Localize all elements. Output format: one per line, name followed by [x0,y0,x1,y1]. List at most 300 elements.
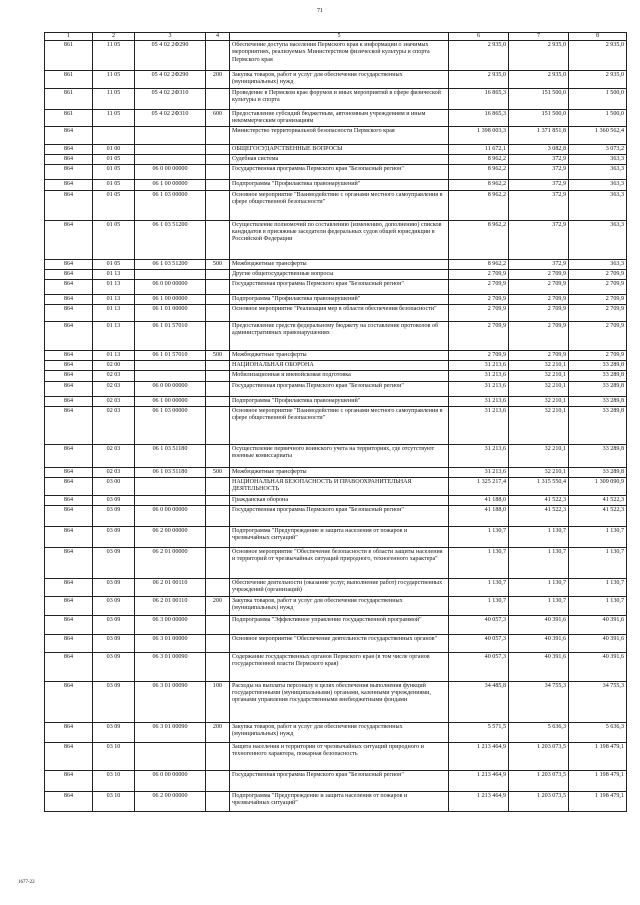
cell-expense-type [206,381,230,396]
cell-target-article: 06 1 03 00000 [135,190,206,220]
cell-amount-col6: 31 213,6 [449,371,509,381]
cell-amount-col7: 151 500,0 [509,109,569,126]
cell-amount-col8: 363,3 [569,190,627,220]
cell-amount-col8: 40 391,6 [569,615,627,634]
cell-section-code: 01 13 [93,279,135,294]
cell-amount-col6: 1 213 464,9 [449,742,509,770]
cell-section-code: 02 03 [93,444,135,467]
cell-section-code: 11 05 [93,71,135,88]
cell-ministry-code: 864 [45,579,93,596]
cell-ministry-code: 864 [45,467,93,477]
cell-description: Содержание государственных органов Пермского края (в том числе органов государственной власти Пермского края) [230,652,449,681]
cell-expense-type: 100 [206,681,230,722]
cell-ministry-code: 864 [45,770,93,791]
cell-expense-type: 500 [206,467,230,477]
cell-ministry-code: 864 [45,259,93,269]
cell-amount-col6: 2 709,9 [449,279,509,294]
cell-expense-type [206,371,230,381]
table-row [45,71,627,88]
cell-expense-type [206,548,230,579]
cell-target-article: 06 2 00 00000 [135,527,206,548]
cell-amount-col7: 372,9 [509,220,569,259]
cell-amount-col8: 363,3 [569,155,627,165]
cell-section-code: 11 05 [93,109,135,126]
budget-table [44,32,627,812]
column-header: 1 [45,33,93,41]
table-row [45,548,627,579]
cell-expense-type [206,126,230,144]
cell-section-code: 01 05 [93,155,135,165]
table-row [45,220,627,259]
cell-ministry-code: 864 [45,165,93,180]
table-row [45,322,627,351]
cell-amount-col8: 1 500,0 [569,88,627,109]
cell-amount-col7: 32 210,1 [509,467,569,477]
cell-description: Министерство территориальной безопасности Пермского края [230,126,449,144]
cell-section-code: 01 05 [93,259,135,269]
cell-amount-col6: 1 130,7 [449,579,509,596]
cell-target-article: 06 3 01 00090 [135,681,206,722]
column-header: 6 [449,33,509,41]
cell-section-code: 03 09 [93,548,135,579]
table-row [45,406,627,444]
cell-ministry-code: 864 [45,722,93,742]
cell-section-code: 02 03 [93,467,135,477]
cell-amount-col6: 8 962,2 [449,165,509,180]
cell-section-code: 11 05 [93,41,135,71]
table-row [45,681,627,722]
cell-target-article: 06 1 01 57010 [135,322,206,351]
cell-target-article: 06 3 01 00000 [135,634,206,652]
cell-target-article: 06 1 00 00000 [135,180,206,190]
cell-target-article [135,269,206,279]
cell-amount-col7: 1 130,7 [509,596,569,615]
cell-amount-col8: 1 309 090,9 [569,478,627,496]
cell-amount-col7: 32 210,1 [509,396,569,406]
table-row [45,180,627,190]
cell-amount-col7: 32 210,1 [509,361,569,371]
cell-amount-col7: 372,9 [509,190,569,220]
cell-amount-col6: 40 057,3 [449,615,509,634]
cell-amount-col6: 8 962,2 [449,259,509,269]
table-row [45,259,627,269]
cell-target-article: 06 1 00 00000 [135,396,206,406]
cell-target-article: 05 4 02 2Ф310 [135,88,206,109]
table-row [45,190,627,220]
cell-ministry-code: 864 [45,279,93,294]
cell-ministry-code: 864 [45,305,93,322]
cell-ministry-code: 864 [45,220,93,259]
cell-section-code: 03 09 [93,527,135,548]
cell-amount-col6: 2 709,9 [449,305,509,322]
cell-expense-type [206,180,230,190]
column-header: 3 [135,33,206,41]
cell-target-article [135,742,206,770]
cell-amount-col8: 2 709,9 [569,351,627,361]
cell-ministry-code: 864 [45,496,93,506]
cell-section-code [93,126,135,144]
cell-section-code: 03 10 [93,791,135,811]
cell-expense-type [206,791,230,811]
cell-ministry-code: 864 [45,155,93,165]
table-row [45,478,627,496]
cell-section-code: 03 10 [93,742,135,770]
cell-amount-col8: 1 130,7 [569,548,627,579]
table-row [45,742,627,770]
cell-amount-col6: 2 709,9 [449,269,509,279]
cell-section-code: 02 00 [93,361,135,371]
column-header: 4 [206,33,230,41]
cell-description: Судебная система [230,155,449,165]
cell-amount-col6: 41 188,0 [449,496,509,506]
cell-amount-col8: 2 709,9 [569,305,627,322]
cell-ministry-code: 864 [45,444,93,467]
cell-amount-col6: 31 213,6 [449,444,509,467]
cell-amount-col8: 33 289,8 [569,381,627,396]
cell-section-code: 03 09 [93,496,135,506]
cell-amount-col8: 41 522,3 [569,496,627,506]
cell-amount-col6: 1 130,7 [449,548,509,579]
cell-amount-col6: 1 325 217,4 [449,478,509,496]
cell-amount-col6: 31 213,6 [449,406,509,444]
cell-expense-type [206,361,230,371]
table-row [45,279,627,294]
cell-amount-col7: 2 709,9 [509,294,569,304]
column-header: 8 [569,33,627,41]
cell-description: Осуществление полномочий по составлению (изменению, дополнению) списков кандидатов в присяжные заседатели федеральных судов общей юрисдикции в Российской Федерации [230,220,449,259]
cell-target-article: 06 0 00 00000 [135,381,206,396]
cell-expense-type: 500 [206,259,230,269]
cell-amount-col6: 41 188,0 [449,506,509,527]
cell-amount-col7: 32 210,1 [509,406,569,444]
cell-description: Межбюджетные трансферты [230,351,449,361]
cell-description: Подпрограмма "Предупреждение и защита населения от пожаров и чрезвычайных ситуаций" [230,791,449,811]
cell-amount-col8: 1 198 479,1 [569,742,627,770]
cell-description: Подпрограмма "Профилактика правонарушений" [230,294,449,304]
table-row [45,770,627,791]
cell-amount-col7: 372,9 [509,155,569,165]
table-row [45,615,627,634]
cell-amount-col6: 5 571,5 [449,722,509,742]
cell-amount-col6: 1 213 464,9 [449,770,509,791]
cell-expense-type [206,165,230,180]
page-number: 71 [317,8,323,14]
cell-target-article: 06 2 00 00000 [135,791,206,811]
cell-ministry-code: 864 [45,406,93,444]
cell-expense-type [206,269,230,279]
cell-amount-col7: 41 522,3 [509,506,569,527]
cell-amount-col6: 8 962,2 [449,190,509,220]
cell-target-article: 06 3 00 00000 [135,615,206,634]
cell-ministry-code: 864 [45,596,93,615]
cell-description: Основное мероприятие "Взаимодействие с органами местного самоуправления в сфере общественной безопасности" [230,190,449,220]
cell-section-code: 03 09 [93,596,135,615]
cell-amount-col7: 34 755,3 [509,681,569,722]
cell-amount-col8: 363,3 [569,220,627,259]
table-row [45,88,627,109]
cell-target-article: 05 4 02 2Ф290 [135,41,206,71]
cell-description: Предоставление субсидий бюджетным, автономным учреждениям и иным некоммерческим организациям [230,109,449,126]
table-row [45,381,627,396]
cell-amount-col7: 2 709,9 [509,351,569,361]
cell-amount-col8: 1 360 562,4 [569,126,627,144]
cell-amount-col8: 363,3 [569,180,627,190]
cell-target-article: 06 1 01 00000 [135,305,206,322]
cell-amount-col7: 1 130,7 [509,527,569,548]
cell-amount-col7: 40 391,6 [509,615,569,634]
cell-expense-type [206,41,230,71]
cell-expense-type: 200 [206,722,230,742]
cell-description: ОБЩЕГОСУДАРСТВЕННЫЕ ВОПРОСЫ [230,144,449,154]
table-row [45,126,627,144]
cell-amount-col8: 1 130,7 [569,527,627,548]
table-row [45,527,627,548]
table-row [45,496,627,506]
cell-description: Основное мероприятие "Реализация мер в области обеспечения безопасности" [230,305,449,322]
cell-expense-type [206,615,230,634]
cell-amount-col7: 1 371 851,8 [509,126,569,144]
cell-amount-col8: 33 289,8 [569,396,627,406]
cell-target-article: 06 1 00 00000 [135,294,206,304]
cell-amount-col6: 8 962,2 [449,220,509,259]
cell-description: Обеспечение деятельности (оказание услуг, выполнение работ) государственных учреждений (организаций) [230,579,449,596]
cell-expense-type [206,322,230,351]
cell-expense-type [206,144,230,154]
cell-amount-col8: 33 289,8 [569,467,627,477]
cell-amount-col8: 1 500,0 [569,109,627,126]
cell-ministry-code: 864 [45,144,93,154]
cell-section-code: 01 13 [93,305,135,322]
cell-section-code: 01 05 [93,165,135,180]
cell-amount-col8: 40 391,6 [569,634,627,652]
cell-expense-type [206,652,230,681]
cell-description: Подпрограмма "Предупреждение и защита населения от пожаров и чрезвычайных ситуаций" [230,527,449,548]
cell-description: Защита населения и территории от чрезвычайных ситуаций природного и техногенного характера, пожарная безопасность [230,742,449,770]
cell-amount-col6: 1 130,7 [449,527,509,548]
cell-expense-type [206,294,230,304]
cell-amount-col7: 2 709,9 [509,305,569,322]
cell-expense-type [206,155,230,165]
cell-expense-type [206,396,230,406]
cell-amount-col6: 1 130,7 [449,596,509,615]
cell-amount-col8: 2 709,9 [569,322,627,351]
cell-ministry-code: 864 [45,396,93,406]
table-row [45,444,627,467]
cell-expense-type: 500 [206,351,230,361]
cell-ministry-code: 864 [45,634,93,652]
cell-amount-col6: 11 672,1 [449,144,509,154]
cell-target-article [135,371,206,381]
cell-ministry-code: 864 [45,126,93,144]
cell-ministry-code: 864 [45,527,93,548]
cell-section-code: 01 13 [93,269,135,279]
cell-amount-col8: 2 935,0 [569,71,627,88]
cell-description: Мобилизационная и вневойсковая подготовка [230,371,449,381]
cell-ministry-code: 861 [45,88,93,109]
cell-target-article: 06 1 03 00000 [135,406,206,444]
cell-amount-col6: 31 213,6 [449,361,509,371]
cell-description: Предоставление средств федеральному бюджету на составление протоколов об административных правонарушениях [230,322,449,351]
table-row [45,155,627,165]
cell-amount-col7: 40 391,6 [509,634,569,652]
cell-target-article [135,155,206,165]
cell-section-code: 03 09 [93,722,135,742]
cell-amount-col7: 2 935,0 [509,71,569,88]
cell-target-article: 06 1 03 51180 [135,444,206,467]
table-row [45,41,627,71]
cell-ministry-code: 864 [45,548,93,579]
cell-section-code: 03 09 [93,634,135,652]
cell-ministry-code: 864 [45,269,93,279]
cell-amount-col7: 2 709,9 [509,269,569,279]
cell-section-code: 11 05 [93,88,135,109]
cell-amount-col8: 3 073,2 [569,144,627,154]
cell-amount-col7: 1 130,7 [509,579,569,596]
cell-amount-col8: 1 198 479,1 [569,791,627,811]
cell-target-article: 06 0 00 00000 [135,165,206,180]
cell-target-article: 06 3 01 00090 [135,722,206,742]
cell-description: Проведение в Пермском крае форумов и иных мероприятий в сфере физической культуры и спорта [230,88,449,109]
cell-expense-type: 200 [206,596,230,615]
table-row [45,371,627,381]
cell-amount-col8: 1 198 479,1 [569,770,627,791]
cell-amount-col6: 16 865,3 [449,88,509,109]
cell-target-article: 06 2 01 00110 [135,596,206,615]
cell-section-code: 01 00 [93,144,135,154]
table-row [45,294,627,304]
cell-amount-col6: 8 962,2 [449,180,509,190]
cell-amount-col6: 31 213,6 [449,396,509,406]
cell-description: Основное мероприятие "Обеспечение деятельности государственных органов" [230,634,449,652]
cell-amount-col7: 2 935,0 [509,41,569,71]
table-row [45,506,627,527]
cell-amount-col6: 1 398 003,3 [449,126,509,144]
cell-ministry-code: 864 [45,322,93,351]
table-row [45,165,627,180]
table-row [45,396,627,406]
cell-section-code: 03 00 [93,478,135,496]
cell-ministry-code: 864 [45,381,93,396]
cell-description: Подпрограмма "Профилактика правонарушений" [230,180,449,190]
cell-target-article [135,361,206,371]
cell-section-code: 03 09 [93,652,135,681]
cell-description: Государственная программа Пермского края "Безопасный регион" [230,279,449,294]
cell-target-article [135,126,206,144]
cell-description: Государственная программа Пермского края "Безопасный регион" [230,165,449,180]
cell-amount-col8: 2 935,0 [569,41,627,71]
table-row [45,109,627,126]
cell-target-article: 06 0 00 00000 [135,506,206,527]
cell-section-code: 01 13 [93,351,135,361]
cell-description: Закупка товаров, работ и услуг для обеспечения государственных (муниципальных) нужд [230,596,449,615]
cell-amount-col7: 2 709,9 [509,279,569,294]
cell-description: Закупка товаров, работ и услуг для обеспечения государственных (муниципальных) нужд [230,71,449,88]
cell-amount-col7: 32 210,1 [509,381,569,396]
cell-target-article: 06 0 00 00000 [135,279,206,294]
cell-target-article: 06 2 01 00110 [135,579,206,596]
cell-target-article: 05 4 02 2Ф290 [135,71,206,88]
table-row [45,579,627,596]
cell-ministry-code: 864 [45,180,93,190]
cell-expense-type [206,406,230,444]
cell-amount-col7: 1 203 073,5 [509,770,569,791]
cell-amount-col7: 3 082,8 [509,144,569,154]
table-row [45,144,627,154]
footer-code: 1677-22 [18,880,35,885]
cell-expense-type [206,279,230,294]
cell-amount-col8: 33 289,8 [569,444,627,467]
cell-ministry-code: 864 [45,652,93,681]
cell-amount-col8: 41 522,3 [569,506,627,527]
cell-section-code: 01 05 [93,220,135,259]
cell-target-article: 06 1 01 57010 [135,351,206,361]
cell-expense-type: 600 [206,109,230,126]
cell-description: Государственная программа Пермского края "Безопасный регион" [230,770,449,791]
cell-amount-col7: 32 210,1 [509,371,569,381]
cell-section-code: 03 10 [93,770,135,791]
cell-amount-col8: 1 130,7 [569,596,627,615]
cell-ministry-code: 864 [45,791,93,811]
cell-amount-col7: 5 636,3 [509,722,569,742]
cell-amount-col6: 2 709,9 [449,351,509,361]
cell-amount-col6: 40 057,3 [449,652,509,681]
cell-amount-col7: 372,9 [509,180,569,190]
cell-section-code: 02 03 [93,371,135,381]
cell-target-article: 06 1 03 51180 [135,467,206,477]
cell-amount-col7: 1 203 073,5 [509,742,569,770]
table-row [45,467,627,477]
cell-section-code: 03 09 [93,681,135,722]
cell-amount-col8: 1 130,7 [569,579,627,596]
cell-amount-col6: 2 709,9 [449,294,509,304]
cell-amount-col6: 8 962,2 [449,155,509,165]
cell-amount-col7: 151 500,0 [509,88,569,109]
cell-ministry-code: 861 [45,71,93,88]
cell-amount-col6: 2 935,0 [449,71,509,88]
cell-target-article [135,478,206,496]
cell-amount-col8: 2 709,9 [569,269,627,279]
cell-expense-type: 200 [206,71,230,88]
cell-amount-col6: 31 213,6 [449,467,509,477]
table-row [45,596,627,615]
cell-amount-col8: 33 289,8 [569,371,627,381]
cell-amount-col6: 31 213,6 [449,381,509,396]
cell-section-code: 03 09 [93,615,135,634]
cell-description: НАЦИОНАЛЬНАЯ ОБОРОНА [230,361,449,371]
cell-ministry-code: 864 [45,742,93,770]
cell-description: Подпрограмма "Эффективное управление государственной программой" [230,615,449,634]
cell-target-article [135,496,206,506]
table-row [45,652,627,681]
cell-expense-type [206,190,230,220]
cell-description: Осуществление первичного воинского учета на территориях, где отсутствуют военные комиссариаты [230,444,449,467]
cell-section-code: 03 09 [93,506,135,527]
cell-expense-type [206,634,230,652]
cell-target-article: 06 0 00 00000 [135,770,206,791]
cell-description: Межбюджетные трансферты [230,467,449,477]
cell-description: Подпрограмма "Профилактика правонарушений" [230,396,449,406]
cell-section-code: 02 03 [93,396,135,406]
cell-section-code: 01 05 [93,180,135,190]
table-row [45,722,627,742]
cell-amount-col7: 1 130,7 [509,548,569,579]
cell-amount-col8: 5 636,3 [569,722,627,742]
cell-section-code: 03 09 [93,579,135,596]
table-header-row [45,33,627,41]
cell-amount-col8: 33 289,8 [569,361,627,371]
cell-expense-type [206,506,230,527]
cell-amount-col8: 363,3 [569,259,627,269]
